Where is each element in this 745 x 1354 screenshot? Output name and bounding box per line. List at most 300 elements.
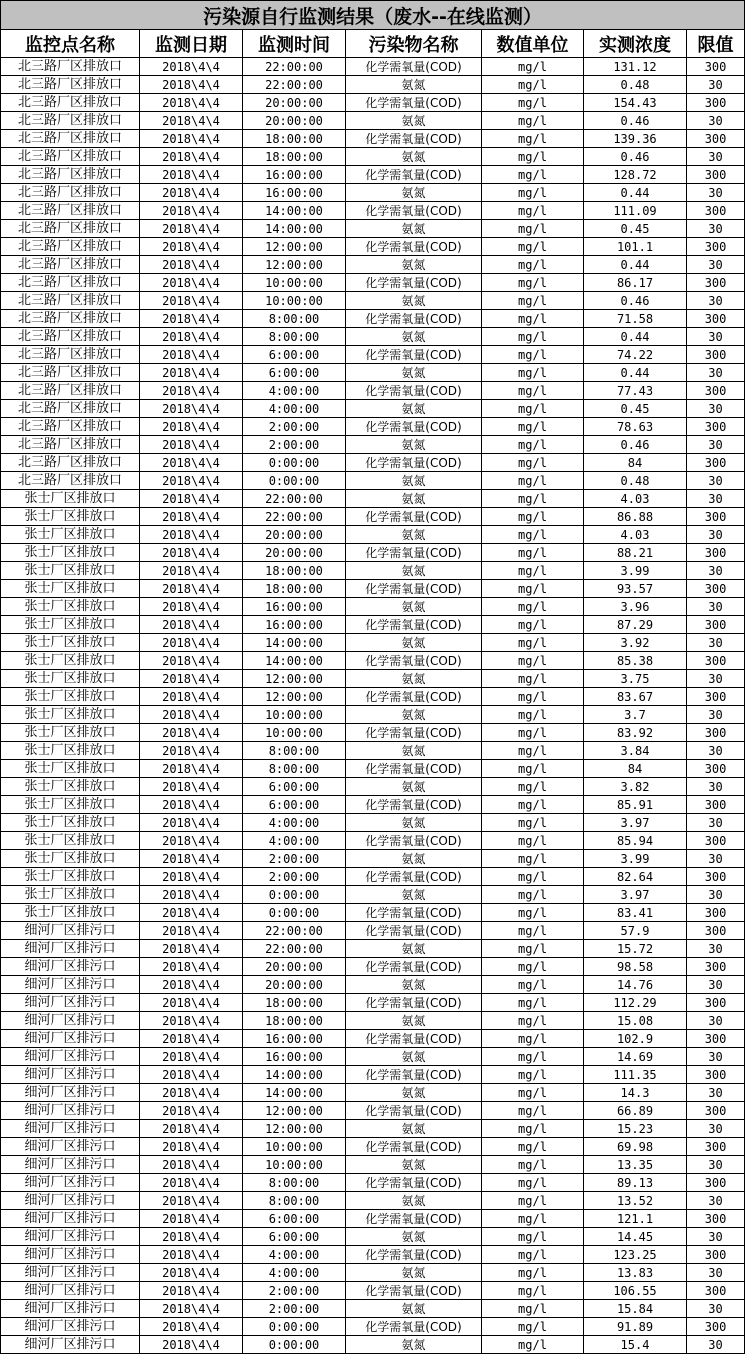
limit-cell: 300 bbox=[687, 580, 745, 598]
time-cell: 18:00:00 bbox=[243, 130, 346, 148]
limit-cell: 300 bbox=[687, 868, 745, 886]
table-row bbox=[1, 598, 745, 616]
limit-cell: 30 bbox=[687, 706, 745, 724]
date-cell: 2018\4\4 bbox=[140, 454, 243, 472]
table-row bbox=[1, 652, 745, 670]
time-cell: 8:00:00 bbox=[243, 760, 346, 778]
time-cell: 14:00:00 bbox=[243, 220, 346, 238]
site-cell: 北三路厂区排放口 bbox=[1, 112, 140, 130]
time-cell: 18:00:00 bbox=[243, 1012, 346, 1030]
site-cell: 张士厂区排放口 bbox=[1, 652, 140, 670]
concentration-cell: 78.63 bbox=[584, 418, 687, 436]
limit-cell: 30 bbox=[687, 292, 745, 310]
limit-cell: 30 bbox=[687, 634, 745, 652]
pollutant-cell: 化学需氧量(COD) bbox=[346, 580, 482, 598]
site-cell: 张士厂区排放口 bbox=[1, 508, 140, 526]
concentration-cell: 14.45 bbox=[584, 1228, 687, 1246]
limit-cell: 30 bbox=[687, 1192, 745, 1210]
concentration-cell: 111.09 bbox=[584, 202, 687, 220]
pollutant-cell: 化学需氧量(COD) bbox=[346, 508, 482, 526]
limit-cell: 30 bbox=[687, 1156, 745, 1174]
table-row bbox=[1, 1102, 745, 1120]
concentration-cell: 13.83 bbox=[584, 1264, 687, 1282]
concentration-cell: 0.44 bbox=[584, 256, 687, 274]
column-header-time: 监测时间 bbox=[243, 30, 346, 58]
pollutant-cell: 氨氮 bbox=[346, 76, 482, 94]
site-cell: 细河厂区排污口 bbox=[1, 1174, 140, 1192]
concentration-cell: 85.94 bbox=[584, 832, 687, 850]
unit-cell: mg/l bbox=[482, 454, 584, 472]
concentration-cell: 106.55 bbox=[584, 1282, 687, 1300]
concentration-cell: 0.46 bbox=[584, 148, 687, 166]
title-row bbox=[1, 1, 745, 30]
unit-cell: mg/l bbox=[482, 418, 584, 436]
site-cell: 北三路厂区排放口 bbox=[1, 292, 140, 310]
unit-cell: mg/l bbox=[482, 940, 584, 958]
pollutant-cell: 氨氮 bbox=[346, 400, 482, 418]
unit-cell: mg/l bbox=[482, 1318, 584, 1336]
limit-cell: 30 bbox=[687, 598, 745, 616]
unit-cell: mg/l bbox=[482, 814, 584, 832]
pollutant-cell: 化学需氧量(COD) bbox=[346, 1210, 482, 1228]
unit-cell: mg/l bbox=[482, 1012, 584, 1030]
table-row bbox=[1, 508, 745, 526]
unit-cell: mg/l bbox=[482, 1300, 584, 1318]
date-cell: 2018\4\4 bbox=[140, 400, 243, 418]
table-row bbox=[1, 580, 745, 598]
time-cell: 4:00:00 bbox=[243, 400, 346, 418]
date-cell: 2018\4\4 bbox=[140, 1300, 243, 1318]
limit-cell: 30 bbox=[687, 1048, 745, 1066]
concentration-cell: 139.36 bbox=[584, 130, 687, 148]
pollutant-cell: 氨氮 bbox=[346, 598, 482, 616]
date-cell: 2018\4\4 bbox=[140, 418, 243, 436]
unit-cell: mg/l bbox=[482, 148, 584, 166]
date-cell: 2018\4\4 bbox=[140, 274, 243, 292]
time-cell: 4:00:00 bbox=[243, 1246, 346, 1264]
time-cell: 16:00:00 bbox=[243, 184, 346, 202]
concentration-cell: 85.38 bbox=[584, 652, 687, 670]
time-cell: 16:00:00 bbox=[243, 166, 346, 184]
column-header-pollutant: 污染物名称 bbox=[346, 30, 482, 58]
table-row bbox=[1, 526, 745, 544]
unit-cell: mg/l bbox=[482, 76, 584, 94]
site-cell: 张士厂区排放口 bbox=[1, 760, 140, 778]
time-cell: 22:00:00 bbox=[243, 940, 346, 958]
site-cell: 细河厂区排污口 bbox=[1, 1336, 140, 1354]
concentration-cell: 82.64 bbox=[584, 868, 687, 886]
concentration-cell: 3.99 bbox=[584, 562, 687, 580]
concentration-cell: 4.03 bbox=[584, 526, 687, 544]
limit-cell: 30 bbox=[687, 364, 745, 382]
concentration-cell: 128.72 bbox=[584, 166, 687, 184]
date-cell: 2018\4\4 bbox=[140, 742, 243, 760]
site-cell: 张士厂区排放口 bbox=[1, 526, 140, 544]
limit-cell: 300 bbox=[687, 202, 745, 220]
site-cell: 细河厂区排污口 bbox=[1, 1300, 140, 1318]
unit-cell: mg/l bbox=[482, 94, 584, 112]
time-cell: 0:00:00 bbox=[243, 1318, 346, 1336]
site-cell: 张士厂区排放口 bbox=[1, 724, 140, 742]
pollutant-cell: 化学需氧量(COD) bbox=[346, 544, 482, 562]
limit-cell: 30 bbox=[687, 1264, 745, 1282]
limit-cell: 30 bbox=[687, 112, 745, 130]
site-cell: 细河厂区排污口 bbox=[1, 1120, 140, 1138]
concentration-cell: 87.29 bbox=[584, 616, 687, 634]
date-cell: 2018\4\4 bbox=[140, 814, 243, 832]
table-row bbox=[1, 616, 745, 634]
unit-cell: mg/l bbox=[482, 1210, 584, 1228]
time-cell: 2:00:00 bbox=[243, 868, 346, 886]
site-cell: 张士厂区排放口 bbox=[1, 850, 140, 868]
limit-cell: 30 bbox=[687, 148, 745, 166]
limit-cell: 30 bbox=[687, 1084, 745, 1102]
table-row bbox=[1, 634, 745, 652]
concentration-cell: 86.17 bbox=[584, 274, 687, 292]
date-cell: 2018\4\4 bbox=[140, 1282, 243, 1300]
limit-cell: 300 bbox=[687, 94, 745, 112]
concentration-cell: 98.58 bbox=[584, 958, 687, 976]
site-cell: 细河厂区排污口 bbox=[1, 1210, 140, 1228]
pollutant-cell: 化学需氧量(COD) bbox=[346, 922, 482, 940]
limit-cell: 300 bbox=[687, 346, 745, 364]
header-row bbox=[1, 30, 745, 58]
table-row bbox=[1, 1246, 745, 1264]
site-cell: 张士厂区排放口 bbox=[1, 868, 140, 886]
site-cell: 北三路厂区排放口 bbox=[1, 418, 140, 436]
pollutant-cell: 化学需氧量(COD) bbox=[346, 94, 482, 112]
table-row bbox=[1, 184, 745, 202]
pollutant-cell: 氨氮 bbox=[346, 436, 482, 454]
pollutant-cell: 化学需氧量(COD) bbox=[346, 760, 482, 778]
unit-cell: mg/l bbox=[482, 598, 584, 616]
unit-cell: mg/l bbox=[482, 328, 584, 346]
time-cell: 6:00:00 bbox=[243, 346, 346, 364]
unit-cell: mg/l bbox=[482, 382, 584, 400]
unit-cell: mg/l bbox=[482, 1102, 584, 1120]
time-cell: 4:00:00 bbox=[243, 832, 346, 850]
date-cell: 2018\4\4 bbox=[140, 472, 243, 490]
pollutant-cell: 化学需氧量(COD) bbox=[346, 868, 482, 886]
limit-cell: 300 bbox=[687, 1138, 745, 1156]
limit-cell: 300 bbox=[687, 796, 745, 814]
unit-cell: mg/l bbox=[482, 490, 584, 508]
date-cell: 2018\4\4 bbox=[140, 508, 243, 526]
site-cell: 细河厂区排污口 bbox=[1, 1282, 140, 1300]
time-cell: 4:00:00 bbox=[243, 1264, 346, 1282]
limit-cell: 300 bbox=[687, 832, 745, 850]
limit-cell: 30 bbox=[687, 562, 745, 580]
limit-cell: 30 bbox=[687, 436, 745, 454]
pollutant-cell: 化学需氧量(COD) bbox=[346, 1102, 482, 1120]
pollutant-cell: 氨氮 bbox=[346, 1012, 482, 1030]
table-row bbox=[1, 922, 745, 940]
unit-cell: mg/l bbox=[482, 1156, 584, 1174]
time-cell: 12:00:00 bbox=[243, 256, 346, 274]
date-cell: 2018\4\4 bbox=[140, 1120, 243, 1138]
site-cell: 北三路厂区排放口 bbox=[1, 436, 140, 454]
sheet-title: 污染源自行监测结果（废水--在线监测） bbox=[1, 1, 745, 30]
unit-cell: mg/l bbox=[482, 796, 584, 814]
date-cell: 2018\4\4 bbox=[140, 1210, 243, 1228]
concentration-cell: 77.43 bbox=[584, 382, 687, 400]
date-cell: 2018\4\4 bbox=[140, 1156, 243, 1174]
date-cell: 2018\4\4 bbox=[140, 706, 243, 724]
site-cell: 细河厂区排污口 bbox=[1, 958, 140, 976]
date-cell: 2018\4\4 bbox=[140, 436, 243, 454]
limit-cell: 300 bbox=[687, 454, 745, 472]
time-cell: 10:00:00 bbox=[243, 292, 346, 310]
date-cell: 2018\4\4 bbox=[140, 1228, 243, 1246]
table-row bbox=[1, 454, 745, 472]
limit-cell: 30 bbox=[687, 1228, 745, 1246]
limit-cell: 30 bbox=[687, 472, 745, 490]
pollutant-cell: 化学需氧量(COD) bbox=[346, 382, 482, 400]
time-cell: 22:00:00 bbox=[243, 58, 346, 76]
unit-cell: mg/l bbox=[482, 1336, 584, 1354]
table-row bbox=[1, 1300, 745, 1318]
limit-cell: 30 bbox=[687, 256, 745, 274]
date-cell: 2018\4\4 bbox=[140, 346, 243, 364]
table-row bbox=[1, 544, 745, 562]
table-body bbox=[1, 58, 745, 1354]
pollutant-cell: 化学需氧量(COD) bbox=[346, 454, 482, 472]
time-cell: 6:00:00 bbox=[243, 364, 346, 382]
site-cell: 北三路厂区排放口 bbox=[1, 328, 140, 346]
unit-cell: mg/l bbox=[482, 472, 584, 490]
site-cell: 北三路厂区排放口 bbox=[1, 238, 140, 256]
pollutant-cell: 氨氮 bbox=[346, 562, 482, 580]
table-row bbox=[1, 904, 745, 922]
unit-cell: mg/l bbox=[482, 580, 584, 598]
concentration-cell: 3.82 bbox=[584, 778, 687, 796]
site-cell: 北三路厂区排放口 bbox=[1, 256, 140, 274]
pollutant-cell: 化学需氧量(COD) bbox=[346, 238, 482, 256]
table-row bbox=[1, 220, 745, 238]
time-cell: 2:00:00 bbox=[243, 436, 346, 454]
pollutant-cell: 化学需氧量(COD) bbox=[346, 958, 482, 976]
pollutant-cell: 化学需氧量(COD) bbox=[346, 832, 482, 850]
site-cell: 细河厂区排污口 bbox=[1, 1048, 140, 1066]
site-cell: 北三路厂区排放口 bbox=[1, 202, 140, 220]
site-cell: 张士厂区排放口 bbox=[1, 814, 140, 832]
column-header-site: 监控点名称 bbox=[1, 30, 140, 58]
concentration-cell: 66.89 bbox=[584, 1102, 687, 1120]
unit-cell: mg/l bbox=[482, 778, 584, 796]
date-cell: 2018\4\4 bbox=[140, 1012, 243, 1030]
date-cell: 2018\4\4 bbox=[140, 904, 243, 922]
concentration-cell: 83.67 bbox=[584, 688, 687, 706]
unit-cell: mg/l bbox=[482, 310, 584, 328]
date-cell: 2018\4\4 bbox=[140, 184, 243, 202]
concentration-cell: 0.46 bbox=[584, 112, 687, 130]
date-cell: 2018\4\4 bbox=[140, 670, 243, 688]
limit-cell: 30 bbox=[687, 886, 745, 904]
site-cell: 北三路厂区排放口 bbox=[1, 382, 140, 400]
unit-cell: mg/l bbox=[482, 1030, 584, 1048]
limit-cell: 300 bbox=[687, 616, 745, 634]
site-cell: 细河厂区排污口 bbox=[1, 994, 140, 1012]
table-row bbox=[1, 130, 745, 148]
date-cell: 2018\4\4 bbox=[140, 562, 243, 580]
time-cell: 12:00:00 bbox=[243, 1102, 346, 1120]
time-cell: 8:00:00 bbox=[243, 742, 346, 760]
limit-cell: 300 bbox=[687, 1030, 745, 1048]
limit-cell: 30 bbox=[687, 76, 745, 94]
table-row bbox=[1, 1192, 745, 1210]
pollutant-cell: 化学需氧量(COD) bbox=[346, 616, 482, 634]
concentration-cell: 0.44 bbox=[584, 184, 687, 202]
concentration-cell: 84 bbox=[584, 454, 687, 472]
time-cell: 6:00:00 bbox=[243, 1228, 346, 1246]
site-cell: 张士厂区排放口 bbox=[1, 742, 140, 760]
table-row bbox=[1, 796, 745, 814]
concentration-cell: 101.1 bbox=[584, 238, 687, 256]
site-cell: 细河厂区排污口 bbox=[1, 1012, 140, 1030]
table-row bbox=[1, 742, 745, 760]
table-row bbox=[1, 490, 745, 508]
time-cell: 8:00:00 bbox=[243, 310, 346, 328]
column-header-limit: 限值 bbox=[687, 30, 745, 58]
site-cell: 北三路厂区排放口 bbox=[1, 148, 140, 166]
table-row bbox=[1, 436, 745, 454]
pollutant-cell: 化学需氧量(COD) bbox=[346, 202, 482, 220]
date-cell: 2018\4\4 bbox=[140, 976, 243, 994]
table-row bbox=[1, 256, 745, 274]
time-cell: 12:00:00 bbox=[243, 670, 346, 688]
table-row bbox=[1, 706, 745, 724]
table-row bbox=[1, 148, 745, 166]
pollutant-cell: 氨氮 bbox=[346, 364, 482, 382]
site-cell: 张士厂区排放口 bbox=[1, 778, 140, 796]
unit-cell: mg/l bbox=[482, 886, 584, 904]
time-cell: 6:00:00 bbox=[243, 778, 346, 796]
unit-cell: mg/l bbox=[482, 238, 584, 256]
site-cell: 张士厂区排放口 bbox=[1, 670, 140, 688]
table-row bbox=[1, 688, 745, 706]
limit-cell: 30 bbox=[687, 526, 745, 544]
table-row bbox=[1, 1282, 745, 1300]
pollutant-cell: 氨氮 bbox=[346, 850, 482, 868]
limit-cell: 30 bbox=[687, 778, 745, 796]
site-cell: 北三路厂区排放口 bbox=[1, 400, 140, 418]
time-cell: 20:00:00 bbox=[243, 526, 346, 544]
site-cell: 细河厂区排污口 bbox=[1, 1318, 140, 1336]
date-cell: 2018\4\4 bbox=[140, 256, 243, 274]
date-cell: 2018\4\4 bbox=[140, 1246, 243, 1264]
table-row bbox=[1, 886, 745, 904]
time-cell: 14:00:00 bbox=[243, 1084, 346, 1102]
site-cell: 北三路厂区排放口 bbox=[1, 310, 140, 328]
time-cell: 10:00:00 bbox=[243, 274, 346, 292]
pollutant-cell: 化学需氧量(COD) bbox=[346, 130, 482, 148]
unit-cell: mg/l bbox=[482, 1048, 584, 1066]
unit-cell: mg/l bbox=[482, 292, 584, 310]
pollutant-cell: 氨氮 bbox=[346, 1048, 482, 1066]
limit-cell: 300 bbox=[687, 1282, 745, 1300]
unit-cell: mg/l bbox=[482, 184, 584, 202]
unit-cell: mg/l bbox=[482, 994, 584, 1012]
column-header-unit: 数值单位 bbox=[482, 30, 584, 58]
pollutant-cell: 化学需氧量(COD) bbox=[346, 1066, 482, 1084]
time-cell: 14:00:00 bbox=[243, 1066, 346, 1084]
concentration-cell: 83.92 bbox=[584, 724, 687, 742]
time-cell: 2:00:00 bbox=[243, 418, 346, 436]
date-cell: 2018\4\4 bbox=[140, 796, 243, 814]
table-row bbox=[1, 1048, 745, 1066]
pollutant-cell: 氨氮 bbox=[346, 940, 482, 958]
time-cell: 4:00:00 bbox=[243, 382, 346, 400]
unit-cell: mg/l bbox=[482, 256, 584, 274]
time-cell: 8:00:00 bbox=[243, 1174, 346, 1192]
table-row bbox=[1, 472, 745, 490]
date-cell: 2018\4\4 bbox=[140, 958, 243, 976]
unit-cell: mg/l bbox=[482, 562, 584, 580]
site-cell: 细河厂区排污口 bbox=[1, 1228, 140, 1246]
pollutant-cell: 化学需氧量(COD) bbox=[346, 166, 482, 184]
limit-cell: 300 bbox=[687, 1066, 745, 1084]
pollutant-cell: 氨氮 bbox=[346, 1300, 482, 1318]
pollutant-cell: 氨氮 bbox=[346, 490, 482, 508]
table-row bbox=[1, 1084, 745, 1102]
date-cell: 2018\4\4 bbox=[140, 166, 243, 184]
limit-cell: 30 bbox=[687, 1012, 745, 1030]
site-cell: 北三路厂区排放口 bbox=[1, 220, 140, 238]
site-cell: 北三路厂区排放口 bbox=[1, 58, 140, 76]
concentration-cell: 86.88 bbox=[584, 508, 687, 526]
time-cell: 18:00:00 bbox=[243, 994, 346, 1012]
date-cell: 2018\4\4 bbox=[140, 292, 243, 310]
pollutant-cell: 氨氮 bbox=[346, 328, 482, 346]
column-header-date: 监测日期 bbox=[140, 30, 243, 58]
date-cell: 2018\4\4 bbox=[140, 130, 243, 148]
pollutant-cell: 化学需氧量(COD) bbox=[346, 310, 482, 328]
table-row bbox=[1, 868, 745, 886]
limit-cell: 300 bbox=[687, 418, 745, 436]
limit-cell: 30 bbox=[687, 976, 745, 994]
table-row bbox=[1, 1264, 745, 1282]
limit-cell: 300 bbox=[687, 1174, 745, 1192]
table-row bbox=[1, 238, 745, 256]
time-cell: 18:00:00 bbox=[243, 562, 346, 580]
limit-cell: 30 bbox=[687, 850, 745, 868]
table-row bbox=[1, 310, 745, 328]
time-cell: 20:00:00 bbox=[243, 976, 346, 994]
table-row bbox=[1, 1066, 745, 1084]
concentration-cell: 3.96 bbox=[584, 598, 687, 616]
pollutant-cell: 氨氮 bbox=[346, 706, 482, 724]
table-row bbox=[1, 382, 745, 400]
limit-cell: 300 bbox=[687, 922, 745, 940]
site-cell: 张士厂区排放口 bbox=[1, 580, 140, 598]
pollutant-cell: 化学需氧量(COD) bbox=[346, 418, 482, 436]
limit-cell: 300 bbox=[687, 760, 745, 778]
unit-cell: mg/l bbox=[482, 1282, 584, 1300]
site-cell: 北三路厂区排放口 bbox=[1, 454, 140, 472]
table-row bbox=[1, 1030, 745, 1048]
table-row bbox=[1, 202, 745, 220]
unit-cell: mg/l bbox=[482, 220, 584, 238]
site-cell: 张士厂区排放口 bbox=[1, 886, 140, 904]
time-cell: 8:00:00 bbox=[243, 328, 346, 346]
limit-cell: 300 bbox=[687, 382, 745, 400]
concentration-cell: 14.76 bbox=[584, 976, 687, 994]
concentration-cell: 71.58 bbox=[584, 310, 687, 328]
limit-cell: 30 bbox=[687, 940, 745, 958]
table-row bbox=[1, 1012, 745, 1030]
site-cell: 细河厂区排污口 bbox=[1, 1156, 140, 1174]
pollutant-cell: 化学需氧量(COD) bbox=[346, 994, 482, 1012]
